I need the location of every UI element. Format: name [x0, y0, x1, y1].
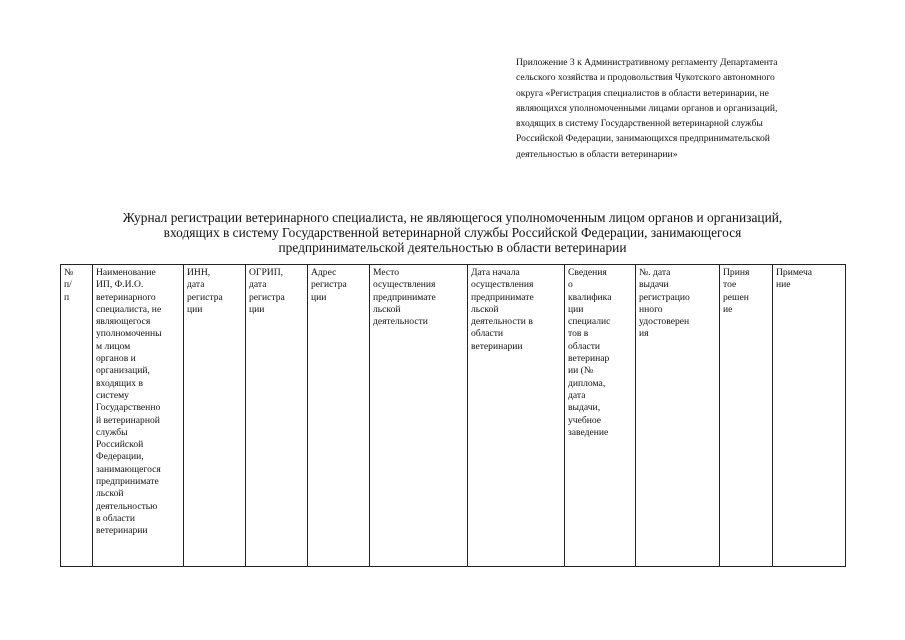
column-header-text: тов в — [568, 328, 589, 340]
appendix-line: округа «Регистрация специалистов в области ветеринарии, не — [516, 87, 769, 99]
column-header-text: являющегося — [96, 316, 151, 328]
column-header-text: тое — [723, 279, 737, 291]
column-header-text: ветеринарного — [96, 291, 156, 303]
column-header-text: Примеча — [776, 267, 813, 278]
column-header-text: ции — [187, 303, 203, 315]
column-header-text: специалиста, не — [96, 303, 162, 315]
column-header-text: дата — [568, 389, 586, 401]
column-header — [720, 265, 773, 567]
column-header-text: учебное — [568, 414, 602, 426]
column-header-text: п — [64, 291, 70, 303]
column-header-text: Российской — [96, 439, 144, 451]
column-header-text: №. дата — [639, 267, 671, 278]
column-header-text: ии (№ — [568, 365, 594, 377]
column-header-text: ИП, Ф.И.О. — [96, 279, 144, 291]
column-header-text: дата — [249, 279, 267, 291]
title-line: входящих в систему Государственной ветеринарной службы Российской Федерации, занимающегося — [163, 225, 742, 241]
column-header-text: ИНН, — [187, 267, 211, 278]
column-header — [246, 265, 308, 567]
column-header-text: диплома, — [568, 377, 606, 389]
table-header-row — [61, 265, 846, 567]
column-header-text: регистрацио — [639, 291, 690, 303]
column-header-text: ветеринарии — [471, 340, 523, 352]
column-header-text: выдачи — [639, 279, 669, 291]
column-header — [61, 265, 93, 567]
column-header-text: в области — [96, 512, 135, 524]
column-header-text: деятельностью — [96, 500, 158, 512]
column-header-text: льской — [471, 303, 499, 315]
column-header-text: осуществления — [373, 279, 436, 291]
column-header-text: деятельности в — [471, 316, 533, 328]
appendix-line: деятельностью в области ветеринарии» — [516, 148, 678, 160]
column-header-text: систему — [96, 389, 129, 401]
column-header-text: о — [568, 279, 573, 291]
column-header — [370, 265, 468, 567]
column-header-text: предпринимате — [471, 291, 534, 303]
appendix-line: Приложение 3 к Административному регламенту Департамента — [516, 57, 778, 68]
appendix-line: сельского хозяйства и продовольствия Чукотского автономного — [516, 72, 775, 84]
registration-journal-table — [60, 264, 846, 567]
column-header-text: ия — [639, 328, 649, 340]
column-header-text: деятельности — [373, 316, 428, 328]
column-header-text: дата — [187, 279, 205, 291]
column-header — [308, 265, 370, 567]
column-header — [468, 265, 565, 567]
column-header-text: решен — [723, 291, 749, 303]
column-header-text: м лицом — [96, 340, 131, 352]
column-header-text: квалифика — [568, 291, 612, 303]
appendix-line: входящих в систему Государственной ветеринарной службы — [516, 118, 763, 130]
column-header — [565, 265, 636, 567]
column-header-text: ние — [776, 279, 791, 291]
column-header-text: регистра — [311, 279, 347, 291]
column-header-text: № — [64, 267, 74, 278]
column-header-text: уполномоченны — [96, 328, 162, 340]
column-header-text: органов и — [96, 353, 136, 365]
column-header-text: области — [568, 340, 601, 352]
column-header-text: регистра — [249, 291, 285, 303]
column-header-text: Федерации, — [96, 451, 144, 463]
column-header-text: регистра — [187, 291, 223, 303]
column-header-text: выдачи, — [568, 402, 601, 414]
title-line: предпринимательской деятельностью в области ветеринарии — [278, 240, 627, 256]
column-header — [773, 265, 846, 567]
column-header — [636, 265, 720, 567]
column-header-text: ветеринар — [568, 353, 610, 365]
column-header-text: льской — [96, 488, 124, 500]
column-header-text: п/ — [64, 279, 72, 291]
column-header-text: й ветеринарной — [96, 414, 160, 426]
column-header-text: льской — [373, 303, 401, 315]
column-header-text: входящих в — [96, 377, 144, 389]
column-header-text: Приня — [723, 267, 750, 278]
column-header-text: ОГРИП, — [249, 267, 284, 278]
column-header-text: Дата начала — [471, 267, 520, 278]
column-header-text: предпринимате — [96, 476, 159, 488]
column-header-text: ции — [311, 291, 327, 303]
column-header-text: занимающегося — [96, 463, 161, 475]
column-header-text: службы — [96, 426, 128, 438]
column-header — [93, 265, 184, 567]
column-header-text: осуществления — [471, 279, 534, 291]
column-header-text: Адрес — [311, 267, 337, 278]
column-header-text: предпринимате — [373, 291, 436, 303]
column-header-text: ие — [723, 303, 733, 315]
column-header-text: Государственно — [96, 402, 161, 414]
column-header-text: Сведения — [568, 267, 607, 278]
column-header-text: Наименование — [96, 267, 156, 278]
column-header-text: Место — [373, 267, 400, 278]
appendix-line: являющихся уполномоченными лицами органов и организаций, — [516, 102, 778, 114]
column-header-text: специалис — [568, 316, 611, 328]
title-line: Журнал регистрации ветеринарного специалиста, не являющегося уполномоченным лицом органов и организаций, — [122, 210, 783, 225]
column-header-text: ветеринарии — [96, 525, 148, 537]
column-header — [184, 265, 246, 567]
column-header-text: организаций, — [96, 365, 150, 377]
column-header-text: ции — [249, 303, 265, 315]
column-header-text: удостоверен — [639, 316, 690, 328]
column-header-text: области — [471, 328, 504, 340]
appendix-line: Российской Федерации, занимающихся предпринимательской — [516, 133, 770, 145]
column-header-text: заведение — [568, 426, 609, 438]
appendix-note — [516, 55, 851, 162]
column-header-text: ции — [568, 303, 584, 315]
column-header-text: нного — [639, 303, 663, 315]
journal-title — [40, 210, 865, 256]
